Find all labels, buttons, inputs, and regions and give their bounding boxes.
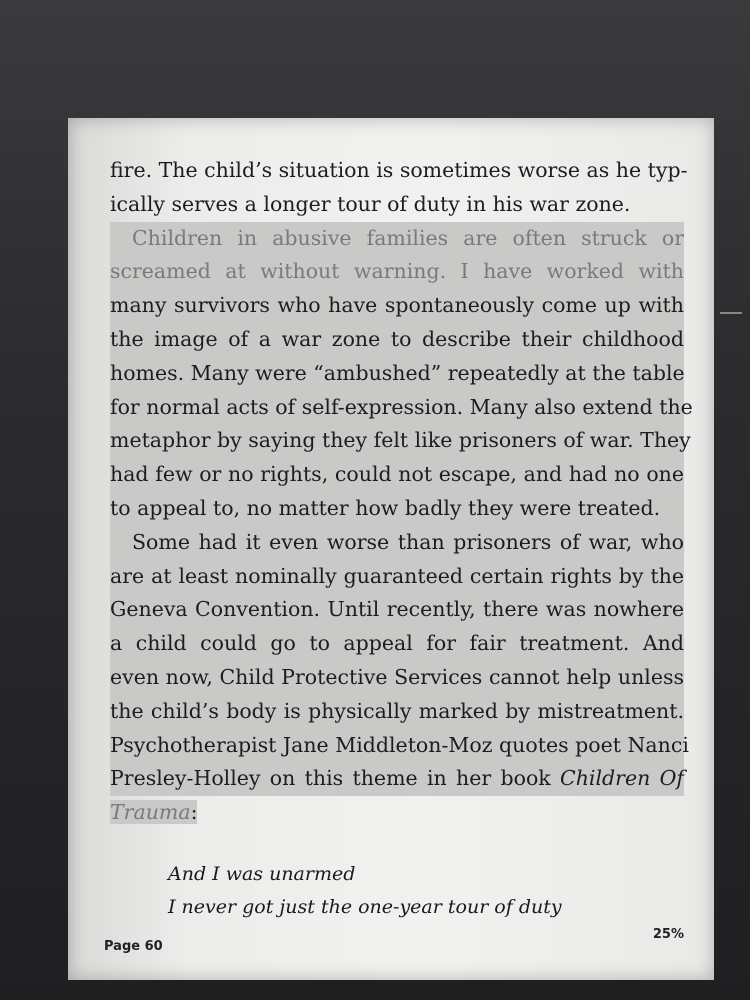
highlighted-line[interactable]: even now, Child Protective Services cannot help unless — [110, 661, 684, 695]
text-line: ically serves a longer tour of duty in his war zone. — [110, 191, 631, 216]
highlighted-line[interactable]: many survivors who have spontaneously come up with — [110, 289, 684, 323]
reading-progress: 25% — [652, 927, 684, 942]
highlighted-line[interactable]: homes. Many were “ambushed” repeatedly at the table — [110, 357, 684, 391]
highlighted-line[interactable]: to appeal to, no matter how badly they were treated. — [110, 492, 684, 526]
highlighted-line[interactable]: for normal acts of self-expression. Many also extend the — [110, 391, 684, 425]
highlighted-line[interactable]: Trauma: — [110, 800, 198, 825]
highlighted-line[interactable]: screamed at without warning. I have worked with — [110, 255, 684, 289]
book-title: Trauma — [110, 800, 191, 825]
book-title: Children Of — [560, 766, 684, 791]
highlighted-line[interactable]: a child could go to appeal for fair treatment. And — [110, 627, 684, 661]
highlighted-line[interactable]: had few or no rights, could not escape, and had no one — [110, 458, 684, 492]
highlighted-line[interactable]: the child’s body is physically marked by mistreatment. — [110, 695, 684, 729]
book-text[interactable] — [110, 154, 693, 830]
device-edge-mark — [720, 312, 742, 314]
highlighted-line[interactable]: Geneva Convention. Until recently, there was nowhere — [110, 593, 684, 627]
highlighted-line[interactable]: Psychotherapist Jane Middleton-Moz quotes poet Nanci — [110, 729, 684, 763]
highlighted-line[interactable]: the image of a war zone to describe their childhood — [110, 323, 684, 357]
verse-line: I never got just the one-year tour of duty — [168, 896, 562, 918]
text-line: fire. The child’s situation is sometimes worse as he typ- — [110, 158, 688, 182]
highlighted-line[interactable]: metaphor by saying they felt like prisoners of war. They — [110, 424, 684, 458]
page-number: Page 60 — [104, 939, 163, 954]
highlighted-line[interactable]: Children in abusive families are often struck or — [110, 222, 684, 256]
verse-line: And I was unarmed — [168, 863, 356, 885]
verse-quote — [168, 858, 562, 924]
highlighted-line[interactable]: Presley-Holley on this theme in her book Children Of — [110, 762, 684, 796]
highlighted-line[interactable]: Some had it even worse than prisoners of war, who — [110, 526, 684, 560]
reader-screen[interactable] — [68, 118, 714, 980]
highlighted-line[interactable]: are at least nominally guaranteed certain rights by the — [110, 560, 684, 594]
